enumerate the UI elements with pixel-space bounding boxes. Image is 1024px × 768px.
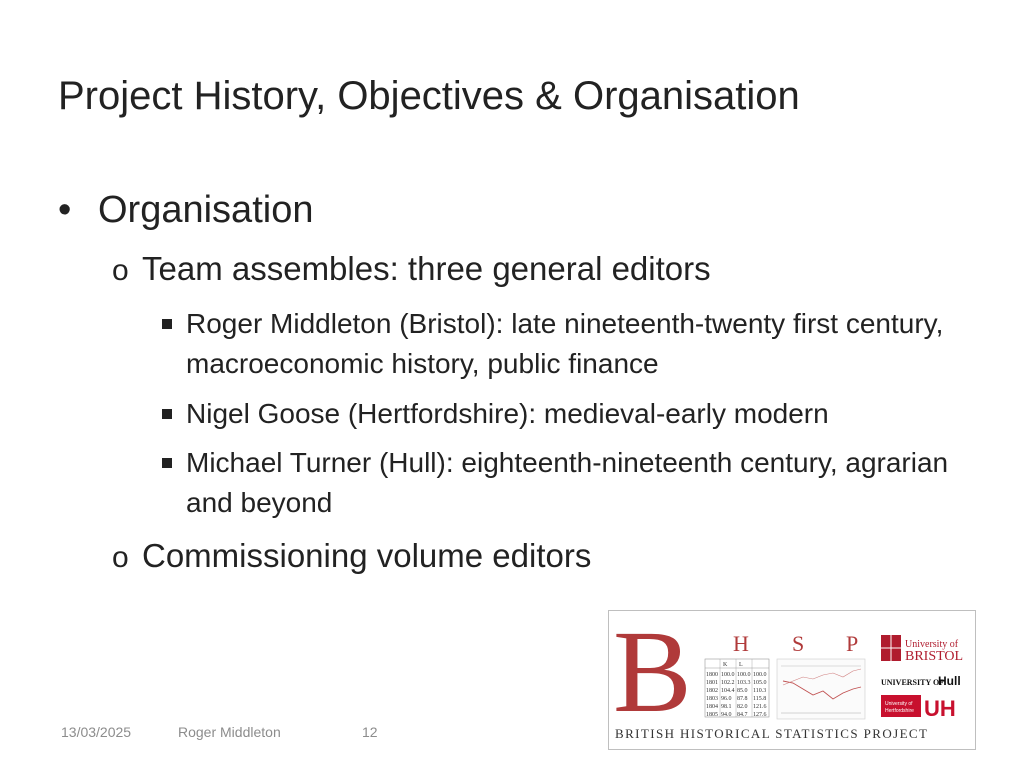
table-cell: 1802: [706, 688, 718, 694]
section-label: Organisation: [98, 189, 314, 231]
table-cell: 100.0: [753, 672, 767, 678]
table-cell: 96.0: [721, 696, 732, 702]
hull-big-text: Hull: [938, 674, 961, 688]
table-cell: 84.7: [737, 712, 748, 718]
bristol-logo: [881, 635, 963, 664]
table-cell: 100.0: [737, 672, 751, 678]
table-header: L: [739, 662, 743, 668]
bristol-line1: University of: [905, 639, 959, 650]
table-header: K: [723, 662, 728, 668]
footer-date: 13/03/2025: [61, 724, 132, 740]
table-cell: 121.6: [753, 704, 767, 710]
table-cell: 98.1: [721, 704, 732, 710]
footer-page-number: 12: [362, 724, 378, 740]
table-cell: 1804: [706, 704, 718, 710]
square-bullet-icon: [162, 319, 172, 329]
section-bullet: [58, 186, 313, 234]
bullet-marker: •: [58, 189, 72, 231]
herts-line2: Hertfordshire: [885, 708, 914, 714]
table-cell: 102.2: [721, 680, 735, 686]
hertfordshire-logo: [881, 695, 956, 721]
hull-small-text: UNIVERSITY OF: [881, 678, 945, 687]
logo-letter-h: H: [733, 631, 749, 656]
slide-title: Project History, Objectives & Organisation: [58, 74, 800, 118]
table-cell: 127.6: [753, 712, 767, 718]
table-cell: 85.0: [737, 688, 748, 694]
subsection-bullet: [112, 248, 711, 292]
bhsp-logo: [608, 610, 976, 750]
bullet-marker: o: [112, 254, 129, 287]
table-cell: 100.0: [721, 672, 735, 678]
mini-data-table: [705, 659, 769, 718]
table-cell: 1800: [706, 672, 718, 678]
table-cell: 1801: [706, 680, 718, 686]
big-b-letter: B: [613, 611, 692, 737]
subsection-label: Team assembles: three general editors: [142, 250, 711, 287]
logo-letter-s: S: [792, 631, 805, 656]
subsection-label: Commissioning volume editors: [142, 537, 592, 574]
bristol-line2: BRISTOL: [905, 649, 964, 664]
editor-item: [162, 304, 952, 384]
table-cell: 104.4: [721, 688, 735, 694]
editor-text: Roger Middleton (Bristol): late nineteenth-twenty first century, macroeconomic history, public finance: [186, 308, 944, 379]
mini-line-chart-icon: [777, 659, 865, 719]
herts-mark: UH: [924, 696, 956, 721]
logo-letter-p: P: [846, 631, 859, 656]
table-cell: 87.8: [737, 696, 748, 702]
subsection-bullet: [112, 535, 591, 579]
hull-logo: [881, 674, 961, 688]
herts-line1: University of: [885, 701, 913, 707]
logo-caption: BRITISH HISTORICAL STATISTICS PROJECT: [615, 726, 929, 741]
editor-text: Nigel Goose (Hertfordshire): medieval-early modern: [186, 398, 829, 429]
table-cell: 110.3: [753, 688, 767, 694]
square-bullet-icon: [162, 458, 172, 468]
footer-author: Roger Middleton: [178, 724, 281, 740]
table-cell: 1805: [706, 712, 718, 718]
editor-item: [162, 443, 952, 523]
editor-text: Michael Turner (Hull): eighteenth-nineteenth century, agrarian and beyond: [186, 447, 949, 518]
table-cell: 82.0: [737, 704, 748, 710]
table-cell: 105.0: [753, 680, 767, 686]
square-bullet-icon: [162, 409, 172, 419]
editor-item: [162, 394, 952, 434]
table-cell: 103.3: [737, 680, 751, 686]
table-cell: 1803: [706, 696, 718, 702]
table-cell: 94.0: [721, 712, 732, 718]
bullet-marker: o: [112, 541, 129, 574]
table-cell: 115.8: [753, 696, 767, 702]
